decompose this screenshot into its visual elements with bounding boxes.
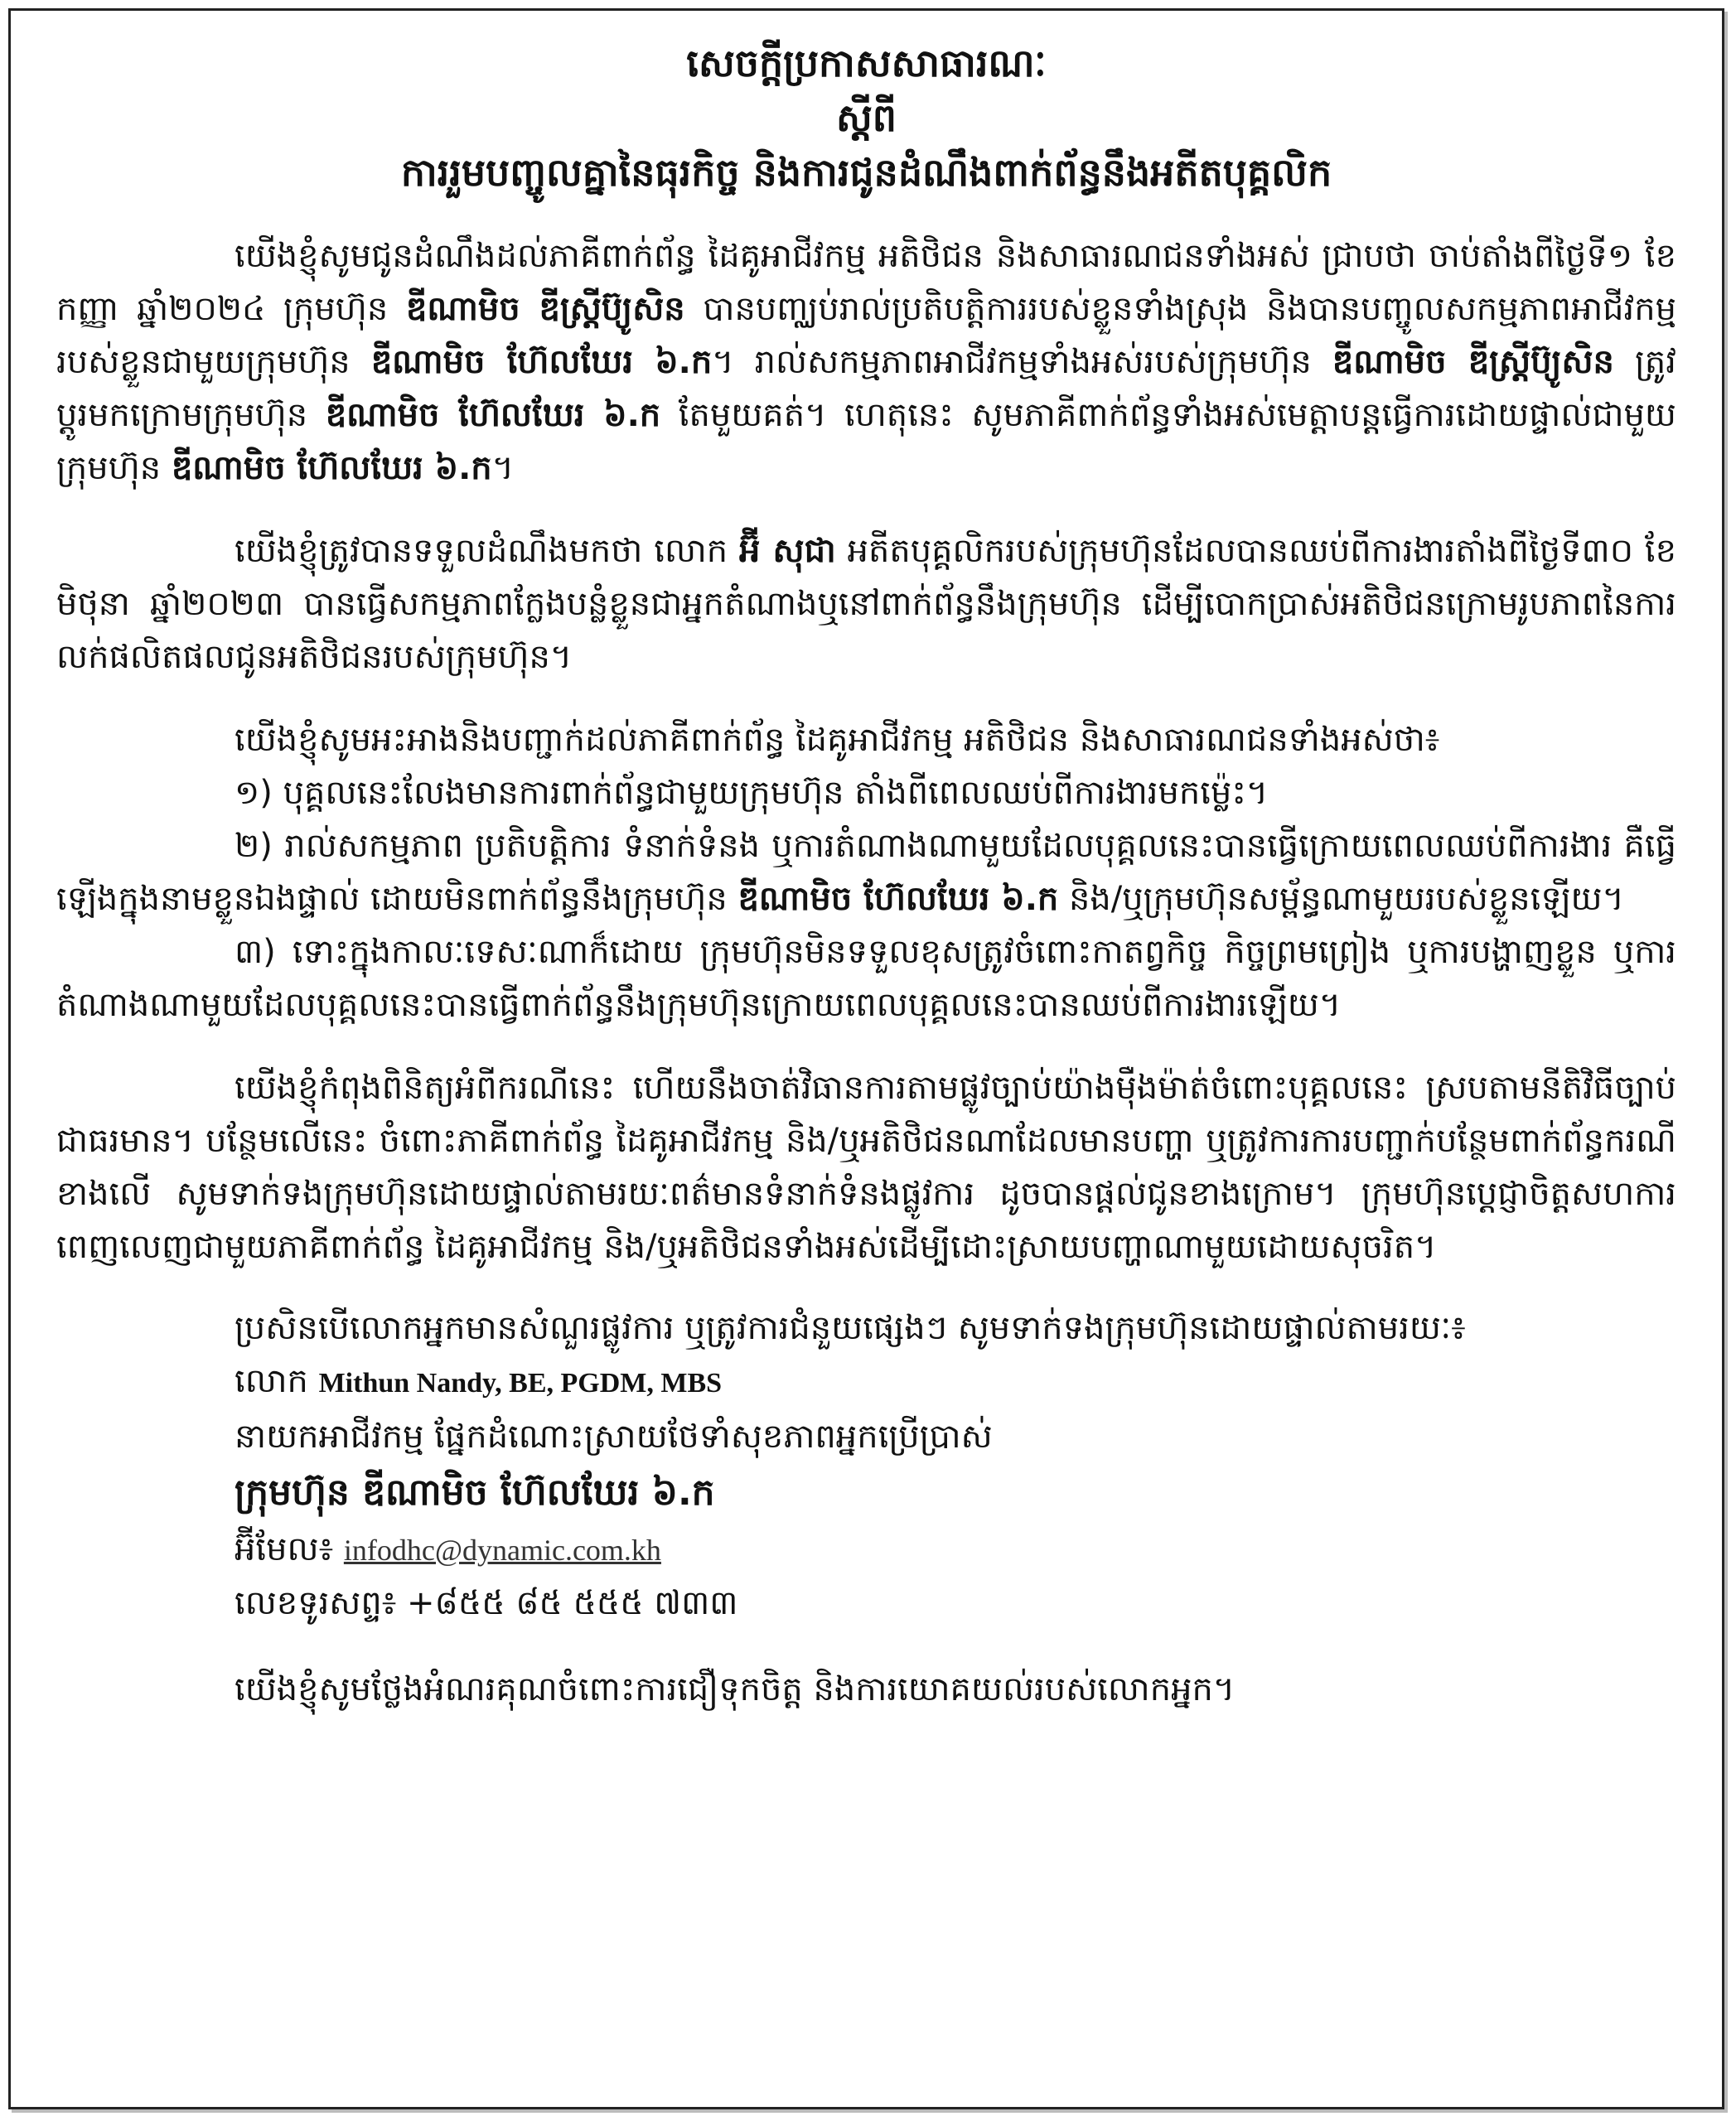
text: ។ — [491, 449, 515, 487]
title-line-3: ការរួមបញ្ចូលគ្នានៃធុរកិច្ច និងការជូនដំណឹងពាក់ព័ន្ធនឹងអតីតបុគ្គលិក — [400, 150, 1332, 195]
text: តែមួយគត់។ ហេតុនេះ សូមភាគីពាក់ព័ន្ធទាំងអស់មេត្តាបន្តធ្វើការដោយផ្ទាល់ជាមួយក្រុមហ៊ុន — [56, 396, 1677, 487]
text: យើងខ្ញុំត្រូវបានទទួលដំណឹងមកថា លោក — [235, 532, 740, 570]
title-line-1: សេចក្តីប្រកាសសាធារណៈ — [686, 41, 1047, 85]
contact-name: Mithun Nandy, BE, PGDM, MBS — [318, 1368, 723, 1399]
contact-person — [235, 1355, 1676, 1410]
affirmation-item-3 — [56, 925, 1676, 1032]
honorific: លោក — [235, 1362, 319, 1400]
email-link[interactable]: infodhc@dynamic.com.kh — [343, 1534, 661, 1567]
paragraph-legal-action — [56, 1061, 1676, 1273]
paragraph-affirmation — [56, 713, 1676, 1032]
paragraph-former-employee — [56, 524, 1676, 684]
closing-line: យើងខ្ញុំសូមថ្លែងអំណរគុណចំពោះការជឿទុកចិត្ត និងការយោគយល់របស់លោកអ្នក។ — [235, 1670, 1236, 1708]
text: បានបញ្ឈប់រាល់ប្រតិបត្តិការរបស់ខ្លួនទាំងស្រុង និងបានបញ្ចូលសកម្មភាពអាជីវកម្មរបស់ខ្លួនជាមួយក្រុមហ៊ុន — [56, 290, 1677, 381]
title-line-2: ស្តីពី — [836, 95, 897, 140]
person-name: អ៊ី សុជា — [739, 532, 836, 570]
company-name: ឌីណាមិច ហ៊ែលឃែរ ៦.ក — [370, 343, 713, 381]
text: ១) បុគ្គលនេះលែងមានការពាក់ព័ន្ធជាមួយក្រុមហ៊ុន តាំងពីពេលឈប់ពីការងារមកម្ល៉េះ។ — [235, 774, 1269, 812]
company-name: ឌីណាមិច ឌីស្ត្រីប៊្យូសិន — [1332, 343, 1614, 381]
contact-intro: ប្រសិនបើលោកអ្នកមានសំណួរផ្លូវការ ឬត្រូវការជំនួយផ្សេងៗ សូមទាក់ទងក្រុមហ៊ុនដោយផ្ទាល់តាមរយៈ៖ — [235, 1309, 1466, 1347]
notice-body — [56, 36, 1676, 2082]
text: ។ រាល់សកម្មភាពអាជីវកម្មទាំងអស់របស់ក្រុមហ៊ុន — [712, 343, 1332, 381]
contact-company: ក្រុមហ៊ុន ឌីណាមិច ហ៊ែលឃែរ ៦.ក — [235, 1471, 715, 1514]
text: យើងខ្ញុំសូមអះអាងនិងបញ្ជាក់ដល់ភាគីពាក់ព័ន្ធ ដៃគូអាជីវកម្ម អតិថិជន និងសាធារណជនទាំងអស់ថា៖ — [235, 721, 1440, 759]
paragraph-merger — [56, 229, 1676, 495]
affirmation-item-2 — [56, 819, 1676, 925]
phone-number: +៨៥៥ ៨៥ ៥៥៥ ៧៣៣ — [407, 1584, 738, 1622]
text: យើងខ្ញុំកំពុងពិនិត្យអំពីករណីនេះ ហើយនឹងចាត់វិធានការតាមផ្លូវច្បាប់យ៉ាងម៉ឺងម៉ាត់ចំពោះបុគ្គលនេះ ស្របតាមនីតិវិធីច្បាប់ជាធរមាន។ បន្ថែមលើនេះ ចំពោះភាគីពាក់ព័ន្ធ ដៃគូអាជីវកម្ម និង/ឬអតិថិជនណាដែលមានបញ្ហា ឬត្រូវការការបញ្ជាក់បន្ថែមពាក់ព័ន្ធករណីខាងលើ សូមទាក់ទងក្រុមហ៊ុនដោយផ្ទាល់តាមរយៈពត៌មានទំនាក់ទំនងផ្លូវការ ដូចបានផ្តល់ជូនខាងក្រោម។ ក្រុមហ៊ុនប្តេជ្ញាចិត្តសហការពេញលេញជាមួយភាគីពាក់ព័ន្ធ ដៃគូអាជីវកម្ម និង/ឬអតិថិជនទាំងអស់ដើម្បីដោះស្រាយបញ្ហាណាមួយដោយសុចរិត។ — [56, 1069, 1676, 1266]
text: ២) រាល់សកម្មភាព ប្រតិបត្តិការ ទំនាក់ទំនង ឬការតំណាងណាមួយដែលបុគ្គលនេះបានធ្វើក្រោយពេលឈប់ពីការងារ គឺធ្វើឡើងក្នុងនាមខ្លួនឯងផ្ទាល់ ដោយមិនពាក់ព័ន្ធនឹងក្រុមហ៊ុន — [56, 827, 1676, 918]
text: ៣) ទោះក្នុងកាលៈទេសៈណាក៏ដោយ ក្រុមហ៊ុនមិនទទួលខុសត្រូវចំពោះកាតព្វកិច្ច កិច្ចព្រមព្រៀង ឬការបង្ហាញខ្លួន ឬការតំណាងណាមួយដែលបុគ្គលនេះបានធ្វើពាក់ព័ន្ធនឹងក្រុមហ៊ុនក្រោយពេលបុគ្គលនេះបានឈប់ពីការងារឡើយ។ — [56, 933, 1676, 1024]
affirmation-intro — [56, 713, 1676, 766]
company-name: ឌីណាមិច ហ៊ែលឃែរ ៦.ក — [171, 449, 492, 487]
notice-title — [56, 36, 1676, 200]
text: និង/ឬក្រុមហ៊ុនសម្ព័ន្ធណាមួយរបស់ខ្លួនឡើយ។ — [1058, 880, 1624, 918]
phone-label: លេខទូរសព្ទ៖ — [235, 1584, 408, 1622]
company-name: ឌីណាមិច ហ៊ែលឃែរ ៦.ក — [325, 396, 661, 434]
company-name: ឌីណាមិច ហ៊ែលឃែរ ៦.ក — [737, 880, 1059, 918]
email-label: អ៊ីមែល៖ — [235, 1530, 344, 1568]
contact-block — [235, 1302, 1676, 1630]
contact-phone-row — [235, 1577, 1676, 1630]
company-name: ឌីណាមិច ឌីស្ត្រីប៊្យូសិន — [405, 290, 685, 328]
text: ត្រូវប្តូរមកក្រោមក្រុមហ៊ុន — [56, 343, 1676, 434]
notice-frame — [8, 8, 1724, 2109]
text: អតីតបុគ្គលិករបស់ក្រុមហ៊ុនដែលបានឈប់ពីការងារតាំងពីថ្ងៃទី៣០ ខែមិថុនា ឆ្នាំ២០២៣ បានធ្វើសកម្មភាពក្លែងបន្លំខ្លួនជាអ្នកតំណាងឬនៅពាក់ព័ន្ធនឹងក្រុមហ៊ុន ដើម្បីបោកប្រាស់អតិថិជនក្រោមរូបភាពនៃការលក់ផលិតផលជូនអតិថិជនរបស់ក្រុមហ៊ុន។ — [56, 532, 1676, 676]
affirmation-item-1 — [56, 766, 1676, 819]
text: យើងខ្ញុំសូមជូនដំណឹងដល់ភាគីពាក់ព័ន្ធ ដៃគូអាជីវកម្ម អតិថិជន និងសាធារណជនទាំងអស់ ជ្រាបថា ចាប់តាំងពីថ្ងៃទី១ ខែកញ្ញា ឆ្នាំ២០២៤ ក្រុមហ៊ុន — [56, 237, 1676, 328]
contact-email-row — [235, 1523, 1676, 1577]
contact-position: នាយកអាជីវកម្ម ផ្នែកដំណោះស្រាយថែទាំសុខភាពអ្នកប្រើប្រាស់ — [235, 1418, 993, 1456]
